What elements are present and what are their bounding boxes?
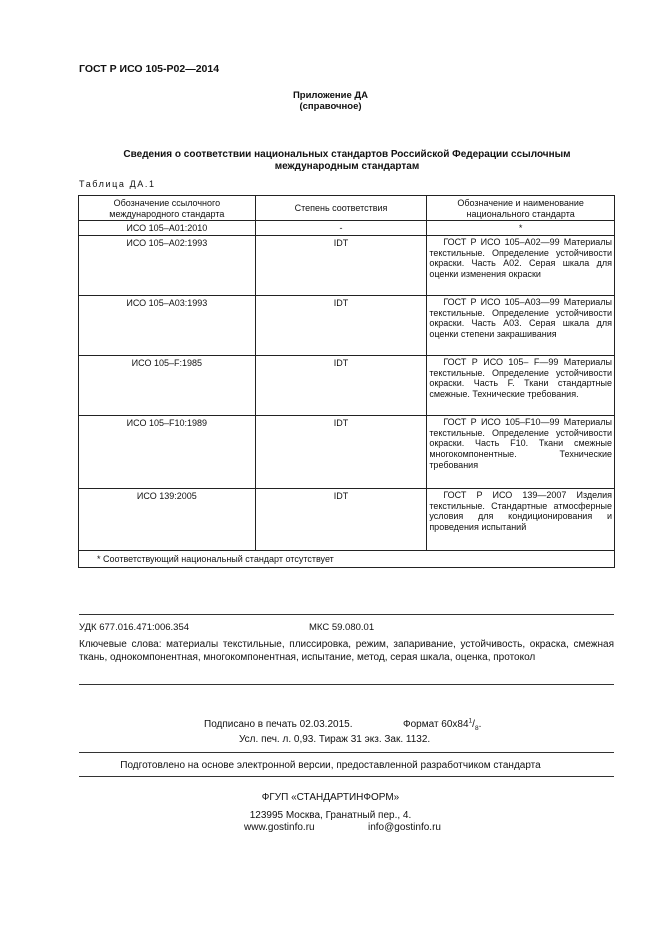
header-national-standard: Обозначение и наименование национального стандарта — [427, 196, 615, 221]
annex-title: Приложение ДА — [292, 90, 369, 101]
intl-standard-cell: ИСО 105–F:1985 — [79, 356, 256, 416]
section-title-line-2: международным стандартам — [274, 161, 420, 172]
prepared-note: Подготовлено на основе электронной версии, предоставленной разработчиком стандарта — [120, 760, 541, 771]
degree-cell: IDT — [255, 296, 427, 356]
header-degree: Степень соответствия — [255, 196, 427, 221]
intl-standard-cell: ИСО 105–А02:1993 — [79, 236, 256, 296]
table-footnote: * Соответствующий национальный стандарт отсутствует — [79, 551, 615, 568]
paper-format-label: Формат 60x84 — [403, 719, 469, 730]
national-standard-cell — [427, 236, 615, 296]
publisher-website[interactable]: www.gostinfo.ru — [244, 822, 315, 833]
divider — [79, 752, 614, 753]
intl-standard-cell: ИСО 105–А01:2010 — [79, 221, 256, 236]
national-standard-text: ГОСТ Р ИСО 105–А02—99 Материалы текстильные. Определение устойчивости окраски. Часть А02. Серая шкала для оценки изменения окраски — [429, 237, 612, 279]
correspondence-table — [78, 195, 615, 568]
publisher-email[interactable]: info@gostinfo.ru — [368, 822, 441, 833]
mks-code: МКС 59.080.01 — [309, 622, 375, 633]
degree-cell: IDT — [255, 416, 427, 489]
divider — [79, 614, 614, 615]
intl-standard-cell: ИСО 105–F10:1989 — [79, 416, 256, 489]
table-row — [79, 296, 615, 356]
publisher-address: 123995 Москва, Гранатный пер., 4. — [249, 810, 412, 821]
national-standard-cell: * — [427, 221, 615, 236]
print-info: Усл. печ. л. 0,93. Тираж 31 экз. Зак. 1132. — [239, 734, 431, 745]
header-intl-standard: Обозначение ссылочного международного стандарта — [79, 196, 256, 221]
paper-format-sub: 8 — [474, 725, 479, 732]
table-row — [79, 416, 615, 489]
section-title-line-1: Сведения о соответствии национальных стандартов Российской Федерации ссылочным — [123, 149, 571, 160]
table-caption: Таблица ДА.1 — [79, 179, 156, 189]
udc-code: УДК 677.016.471:006.354 — [79, 622, 190, 633]
paper-format-sup: 1 — [468, 717, 473, 725]
national-standard-text: ГОСТ Р ИСО 105–А03—99 Материалы текстильные. Определение устойчивости окраски. Часть А03. Серая шкала для оценки степени закрашивания — [429, 297, 612, 339]
divider — [79, 776, 614, 777]
degree-cell: - — [255, 221, 427, 236]
national-standard-text: ГОСТ Р ИСО 105–F10—99 Материалы текстильные. Определение устойчивости окраски. Часть F10. Ткани смежные многокомпонентные. Технические требования — [429, 417, 612, 470]
national-standard-cell — [427, 296, 615, 356]
national-standard-cell — [427, 356, 615, 416]
keywords: Ключевые слова: материалы текстильные, плиссировка, режим, запаривание, устойчивость, окраска, смежная ткань, однокомпонентная, многокомпонентная, испытание, метод, серая шкала, оценка, протокол — [79, 639, 614, 664]
national-standard-cell — [427, 489, 615, 551]
annex-subtitle: (справочное) — [299, 101, 362, 112]
intl-standard-cell: ИСО 139:2005 — [79, 489, 256, 551]
table-row — [79, 489, 615, 551]
degree-cell: IDT — [255, 489, 427, 551]
table-row — [79, 236, 615, 296]
national-standard-text: ГОСТ Р ИСО 139—2007 Изделия текстильные. Стандартные атмосферные условия для кондиционирования и проведения испытаний — [429, 490, 612, 532]
national-standard-cell — [427, 416, 615, 489]
table-footnote-row — [79, 551, 615, 568]
paper-format-end: . — [478, 719, 482, 730]
degree-cell: IDT — [255, 236, 427, 296]
section-title — [80, 149, 614, 173]
degree-cell: IDT — [255, 356, 427, 416]
divider — [79, 684, 614, 685]
intl-standard-cell: ИСО 105–А03:1993 — [79, 296, 256, 356]
table-row — [79, 221, 615, 236]
document-header: ГОСТ Р ИСО 105-Р02—2014 — [79, 63, 220, 75]
publisher-name: ФГУП «СТАНДАРТИНФОРМ» — [261, 792, 400, 803]
national-standard-text: ГОСТ Р ИСО 105– F—99 Материалы текстильные. Определение устойчивости окраски. Часть F. Ткани стандартные смежные. Технические требования. — [429, 357, 612, 399]
table-row — [79, 356, 615, 416]
paper-format: Формат $60x84^1/_8$. — [403, 717, 482, 732]
table-header-row — [79, 196, 615, 221]
signed-for-print: Подписано в печать 02.03.2015. — [204, 719, 353, 730]
